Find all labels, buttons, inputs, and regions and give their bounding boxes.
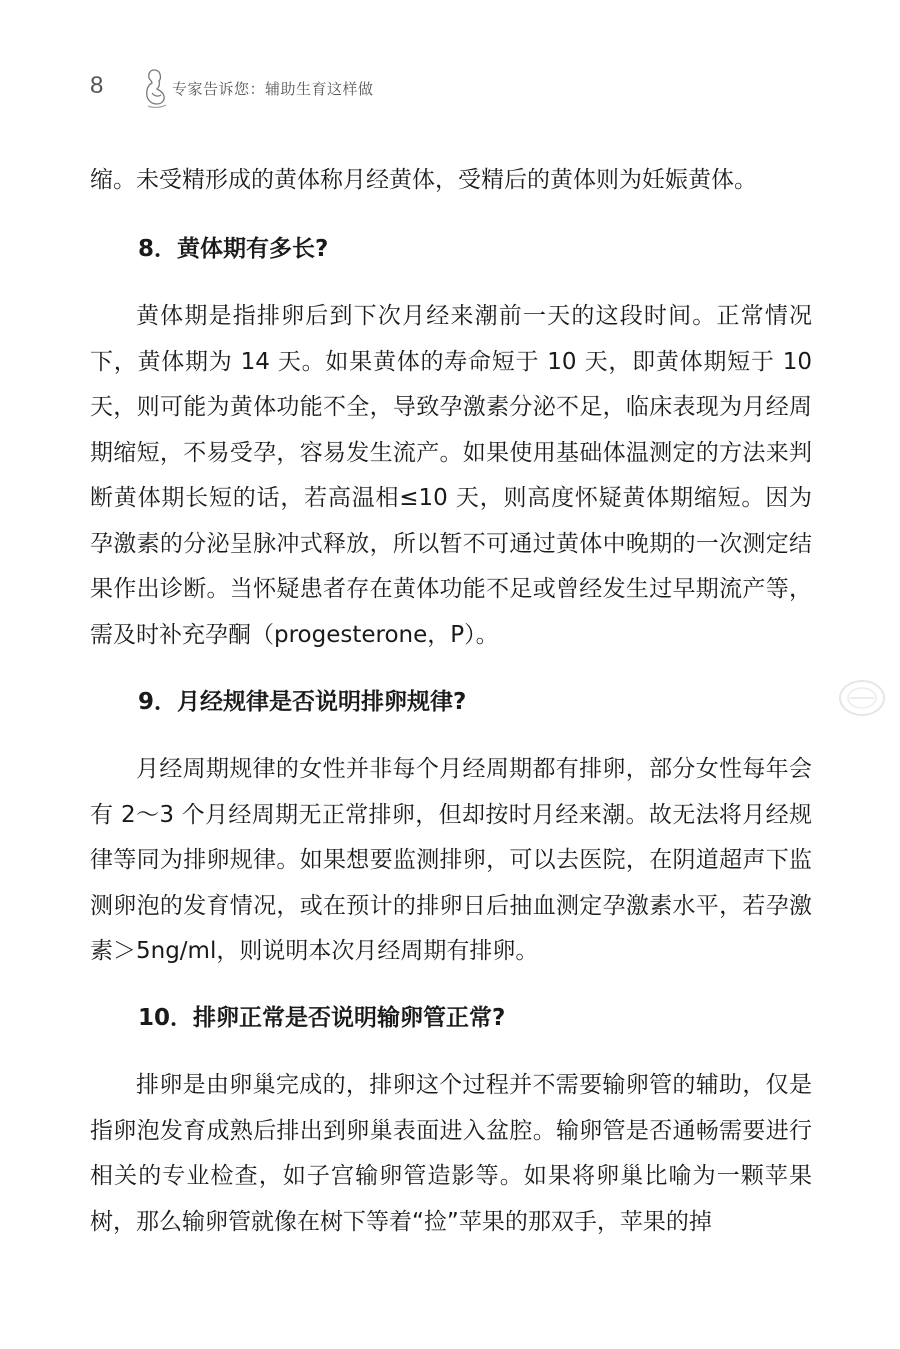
intro-paragraph: 缩。未受精形成的黄体称月经黄体，受精后的黄体则为妊娠黄体。 — [90, 167, 757, 193]
book-title: 专家告诉您：辅助生育这样做 — [172, 80, 374, 98]
section-8-heading: 8．黄体期有多长? — [138, 236, 329, 262]
section-8-paragraph: 黄体期是指排卵后到下次月经来潮前一天的这段时间。正常情况下，黄体期为 14 天。如果黄体的寿命短于 10 天，即黄体期短于 10 天，则可能为黄体功能不全，导致孕激素分泌不足，临床表现为月经周期缩短，不易受孕，容易发生流产。如果使用基础体温测定的方法来判断黄体期长短的话，若高温相≤10 天，则高度怀疑黄体期缩短。因为孕激素的分泌呈脉冲式释放，所以暂不可通过黄体中晚期的一次测定结果作出诊断。当怀疑患者存在黄体功能不足或曾经发生过早期流产等，需及时补充孕酮（progesterone，P）。 — [90, 303, 812, 648]
stamp-icon — [836, 678, 888, 718]
section-9-heading: 9．月经规律是否说明排卵规律? — [138, 689, 467, 715]
section-9-paragraph: 月经周期规律的女性并非每个月经周期都有排卵，部分女性每年会有 2～3 个月经周期无正常排卵，但却按时月经来潮。故无法将月经规律等同为排卵规律。如果想要监测排卵，可以去医院，在阴道超声下监测卵泡的发育情况，或在预计的排卵日后抽血测定孕激素水平，若孕激素＞5ng/ml，则说明本次月经周期有排卵。 — [90, 756, 812, 964]
page-number: 8 — [90, 72, 104, 99]
section-10-heading: 10．排卵正常是否说明输卵管正常? — [138, 1005, 506, 1031]
section-10-paragraph: 排卵是由卵巢完成的，排卵这个过程并不需要输卵管的辅助，仅是指卵泡发育成熟后排出到卵巢表面进入盆腔。输卵管是否通畅需要进行相关的专业检查，如子宫输卵管造影等。如果将卵巢比喻为一颗苹果树，那么输卵管就像在树下等着“捡”苹果的那双手，苹果的掉 — [90, 1072, 812, 1235]
pregnant-woman-icon — [140, 66, 170, 110]
